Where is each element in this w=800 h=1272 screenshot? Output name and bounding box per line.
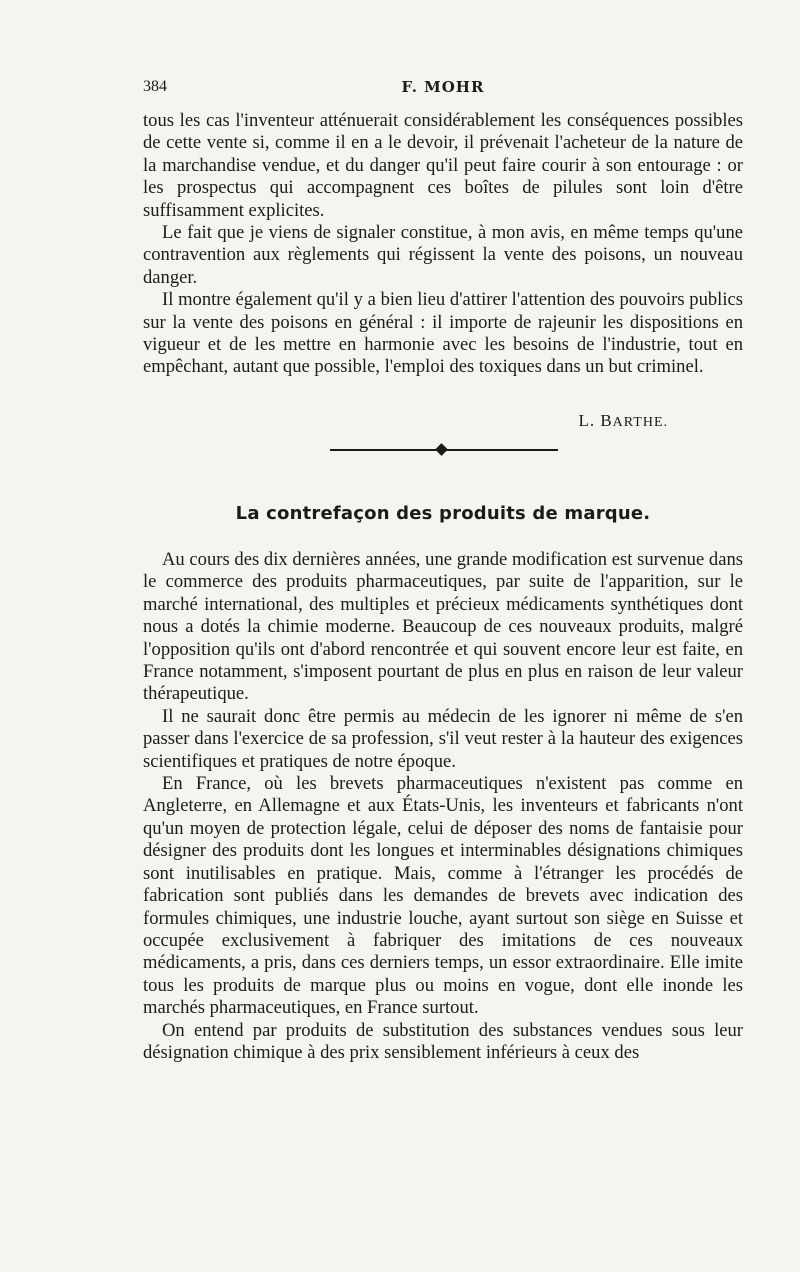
article-body bbox=[143, 549, 743, 1064]
signature-surname: ARTHE. bbox=[612, 415, 668, 430]
paragraph: En France, où les brevets pharmaceutiques n'existent pas comme en Angleterre, en Allemagne et aux États-Unis, les inventeurs et fabricants n'ont qu'un moyen de protection légale, celui de déposer des noms de fantaisie pour désigner des produits dont les longues et interminables désignations chimiques sont inutilisables en pratique. Mais, comme à l'étranger les procédés de fabrication sont publiés dans les demandes de brevets avec indication des formules chimiques, une industrie louche, ayant surtout son siège en Suisse et occupée exclusivement à fabriquer des imitations de ces nouveaux médicaments, a pris, dans ces derniers temps, un essor extraordinaire. Elle imite tous les produits de marque plus ou moins en vogue, dont elle inonde les marchés pharmaceutiques, en France surtout. bbox=[143, 773, 743, 1019]
paragraph: tous les cas l'inventeur atténuerait considérablement les conséquences possibles de cette vente si, comme il en a le devoir, il prévenait l'acheteur de la nature de la marchandise vendue, et du danger qu'il peut faire courir à son entourage : or les prospectus qui accompagnent ces boîtes de pilules sont loin d'être suffisamment explicites. bbox=[143, 110, 743, 221]
signature-initial: L. B bbox=[578, 411, 613, 430]
page-header bbox=[143, 78, 743, 100]
section-separator-ornament bbox=[330, 444, 558, 456]
paragraph: Au cours des dix dernières années, une grande modification est survenue dans le commerce des produits pharmaceutiques, par suite de l'apparition, sur le marché international, des multiples et précieux médicaments synthétiques dont nous a dotés la chimie moderne. Beaucoup de ces nouveaux produits, malgré l'opposition qu'ils ont d'abord rencontrée et qui souvent encore leur est faite, en France notamment, s'imposent pourtant de plus en plus en raison de leur valeur thérapeutique. bbox=[143, 549, 743, 705]
article-ending bbox=[143, 110, 743, 379]
article-title: La contrefaçon des produits de marque. bbox=[235, 503, 651, 524]
paragraph: Le fait que je viens de signaler constitue, à mon avis, en même temps qu'une contravention aux règlements qui régissent la vente des poisons, un nouveau danger. bbox=[143, 222, 743, 288]
diamond-icon bbox=[435, 443, 448, 456]
paragraph: Il montre également qu'il y a bien lieu d'attirer l'attention des pouvoirs publics sur la vente des poisons en général : il importe de rajeunir les dispositions en vigueur et de les mettre en harmonie avec les besoins de l'industrie, tout en empêchant, autant que possible, l'emploi des toxiques dans un but criminel. bbox=[143, 289, 743, 378]
running-title: F. MOHR bbox=[401, 78, 485, 96]
paragraph: On entend par produits de substitution des substances vendues sous leur désignation chimique à des prix sensiblement inférieurs à ceux des bbox=[143, 1019, 743, 1063]
author-signature bbox=[578, 411, 668, 431]
page-number: 384 bbox=[143, 78, 167, 95]
paragraph: Il ne saurait donc être permis au médecin de les ignorer ni même de s'en passer dans l'exercice de sa profession, s'il veut rester à la hauteur des exigences scientifiques et pratiques de notre époque. bbox=[143, 705, 743, 772]
